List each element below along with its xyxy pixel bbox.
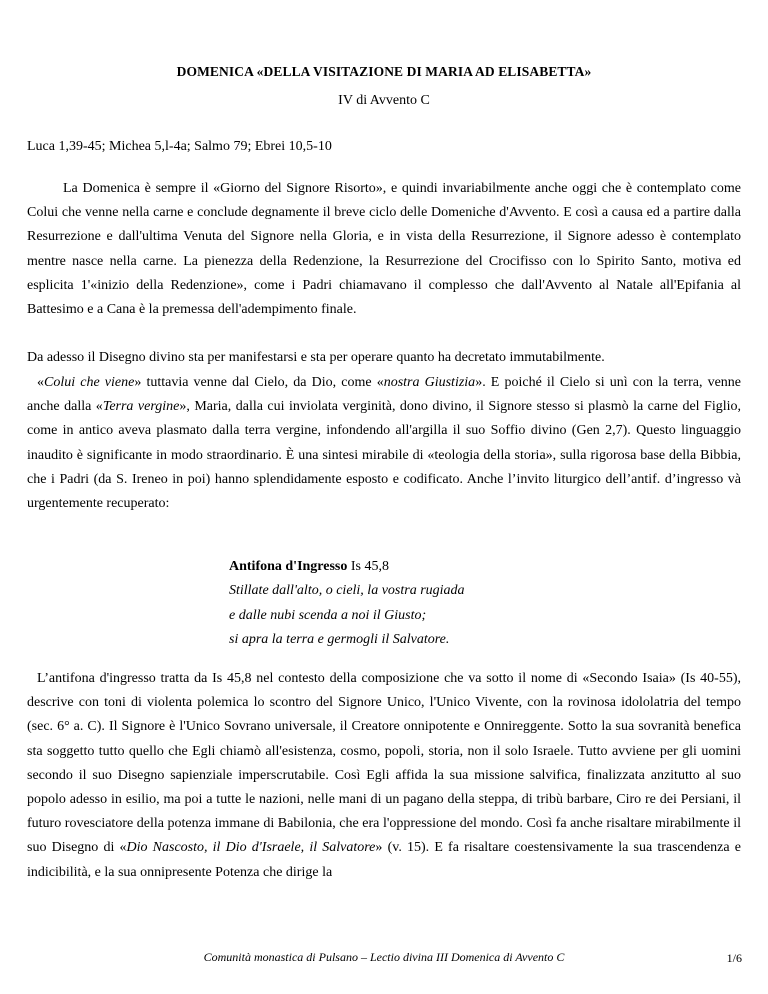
- text-run: » tuttavia venne dal Cielo, da Dio, come «: [134, 375, 384, 390]
- antiphon-reference: Is 45,8: [347, 559, 390, 574]
- antiphon-heading: Antifona d'Ingresso: [229, 559, 348, 574]
- italic-quote: Colui che viene: [44, 375, 135, 390]
- readings-references: Luca 1,39-45; Michea 5,l-4a; Salmo 79; Ebrei 10,5-10: [27, 139, 332, 154]
- document-subtitle: IV di Avvento C: [338, 93, 430, 108]
- antiphon-block: [229, 555, 465, 652]
- antiphon-line: e dalle nubi scenda a noi il Giusto;: [229, 607, 427, 623]
- document-title: DOMENICA «DELLA VISITAZIONE DI MARIA AD ELISABETTA»: [176, 64, 592, 79]
- paragraph-design: Da adesso il Disegno divino sta per manifestarsi e sta per operare quanto ha decretato immutabilmente.: [27, 350, 605, 365]
- text-run: ». E poiché il Cielo si unì con la terra, venne anche dalla «: [27, 375, 742, 415]
- text-run: » (v. 15). E fa risaltare coestensivamente la sua trascendenza e indicibilità, e la sua onnipresente Potenza che dirige la: [27, 840, 741, 880]
- italic-quote: Dio Nascosto, il Dio d'Israele, il Salvatore: [126, 840, 376, 856]
- italic-quote: Terra vergine: [102, 399, 180, 415]
- page-footer: Comunità monastica di Pulsano – Lectio divina III Domenica di Avvento C: [203, 950, 565, 964]
- paragraph-commentary: [27, 667, 741, 885]
- paragraph-intro: La Domenica è sempre il «Giorno del Signore Risorto», e quindi invariabilmente anche oggi che è contemplato come Colui che venne nella carne e conclude degnamente il breve ciclo delle Domeniche d'Avvento. E così a causa ed a partire dalla Resurrezione e dall'ultima Venuta del Signore nella Gloria, e in vista della Resurrezione, il Signore adesso è contemplato mentre nasce nella carne. La pienezza della Redenzione, la Resurrezione del Crocifisso con lo Spirito Santo, motiva ed esplicita 1'«inizio della Redenzione», come i Padri chiamavano il complesso che dall'Avvento al Natale all'Epifania al Battesimo e a Cana è la premessa dell'adempimento finale.: [27, 181, 741, 318]
- italic-quote: nostra Giustizia: [383, 375, 476, 390]
- text-run: «: [37, 375, 44, 390]
- antiphon-line: Stillate dall'alto, o cieli, la vostra rugiada: [229, 583, 465, 599]
- page-number: 1/6: [726, 951, 742, 965]
- text-run: », Maria, dalla cui inviolata verginità, dono divino, il Signore stesso si plasmò la carne del Figlio, come in antico aveva plasmato dalla terra vergine, infondendo all'argilla il suo Soffio divino (Gen 2,7). Questo linguaggio inaudito è significante in modo straordinario. È una sintesi mirabile di «teologia della storia», sulla rigorosa base della Bibbia, che i Padri (da S. Ireneo in poi) hanno splendidamente esposto e codificato. Anche l’invito liturgico dell’antif. d’ingresso và urgentemente recuperato:: [27, 399, 741, 512]
- text-run: L’antifona d'ingresso tratta da Is 45,8 nel contesto della composizione che va sotto il nome di «Secondo Isaia» (Is 40-55), descrive con toni di violenta polemica lo scontro del Signore Unico, l'Unico Vivente, con la rovinosa idololatria del tempo (sec. 6° a. C). Il Signore è l'Unico Sovrano universale, il Creatore onnipotente e Onnireggente. Sotto la sua sovranità benefica sta soggetto tutto quello che Egli chiamò all'esistenza, cosmo, popoli, storia, non il solo Israele. Tutto avviene per gli uomini secondo il suo Disegno sapienziale imperscrutabile. Così Egli affida la sua missione salvifica, finalizzata anzitutto al suo popolo adesso in esilio, ma poi a tutte le nazioni, nelle mani di un pagano della steppa, di tribù barbare, Ciro re dei Persiani, il futuro rovesciatore della potenza immane di Babilonia, che era l'oppressione del mondo. Così fa anche risaltare mirabilmente il suo Disegno di «: [27, 671, 741, 856]
- antiphon-line: si apra la terra e germogli il Salvatore.: [229, 631, 450, 647]
- paragraph-colui-che-viene: [27, 371, 741, 516]
